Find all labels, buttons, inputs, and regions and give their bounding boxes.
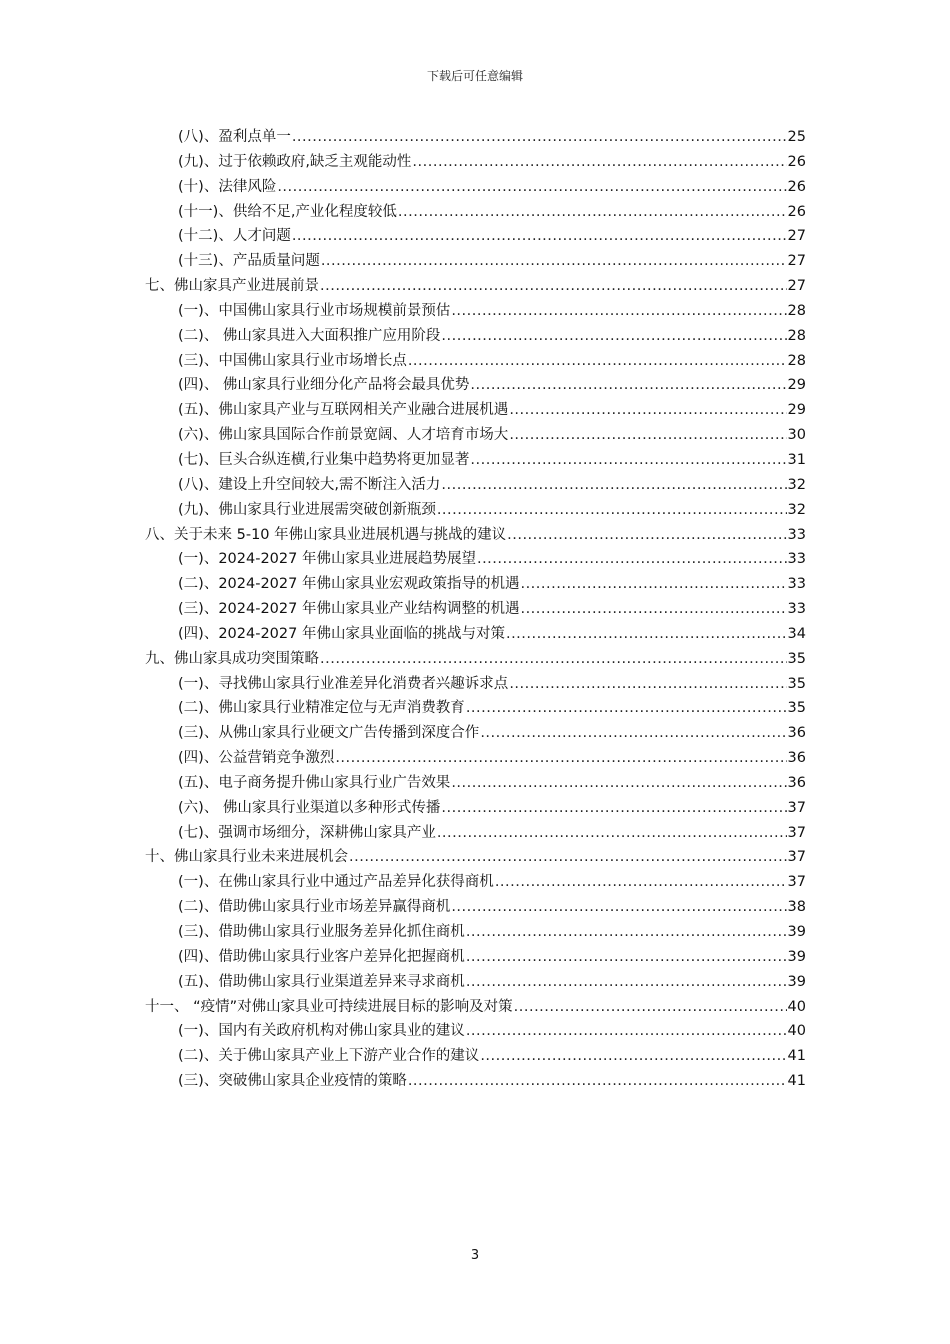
toc-entry-page: 27: [787, 253, 806, 270]
toc-chapter-entry[interactable]: [145, 845, 806, 870]
toc-section-entry[interactable]: [145, 572, 806, 597]
toc-dot-leader: [495, 870, 787, 895]
toc-entry-title: (十二)、人才问题: [178, 228, 291, 245]
toc-dot-leader: [292, 224, 787, 249]
toc-entry-page: 32: [787, 476, 806, 493]
page-number: 3: [470, 1248, 480, 1263]
toc-dot-leader: [466, 1019, 787, 1044]
toc-entry-page: 27: [787, 228, 806, 245]
toc-dot-leader: [320, 647, 787, 672]
toc-entry-title: (四)、借助佛山家具行业客户差异化把握商机: [178, 948, 465, 965]
toc-entry-page: 29: [787, 402, 806, 419]
toc-entry-title: (一)、国内有关政府机构对佛山家具业的建议: [178, 1023, 465, 1040]
toc-dot-leader: [451, 895, 786, 920]
toc-dot-leader: [470, 373, 786, 398]
toc-chapter-entry[interactable]: [145, 647, 806, 672]
toc-dot-leader: [437, 498, 787, 523]
toc-entry-title: (四)、2024-2027 年佛山家具业面临的挑战与对策: [178, 625, 505, 642]
toc-entry-page: 28: [787, 352, 806, 369]
toc-entry-page: 26: [787, 153, 806, 170]
toc-dot-leader: [509, 398, 786, 423]
toc-entry-title: (六)、 佛山家具行业渠道以多种形式传播: [178, 799, 441, 816]
toc-dot-leader: [441, 796, 786, 821]
toc-entry-title: (五)、借助佛山家具行业渠道差异来寻求商机: [178, 973, 465, 990]
toc-dot-leader: [477, 547, 787, 572]
toc-section-entry[interactable]: [145, 771, 806, 796]
toc-dot-leader: [451, 299, 786, 324]
toc-section-entry[interactable]: [145, 200, 806, 225]
toc-entry-title: 七、佛山家具产业进展前景: [145, 278, 319, 295]
toc-section-entry[interactable]: [145, 746, 806, 771]
toc-dot-leader: [412, 150, 786, 175]
toc-section-entry[interactable]: [145, 473, 806, 498]
toc-section-entry[interactable]: [145, 672, 806, 697]
toc-dot-leader: [398, 200, 787, 225]
toc-entry-title: (二)、关于佛山家具产业上下游产业合作的建议: [178, 1048, 480, 1065]
toc-entry-page: 35: [787, 700, 806, 717]
toc-entry-page: 39: [787, 973, 806, 990]
toc-entry-page: 36: [787, 750, 806, 767]
toc-entry-title: (三)、中国佛山家具行业市场增长点: [178, 352, 407, 369]
toc-dot-leader: [292, 125, 787, 150]
toc-chapter-entry[interactable]: [145, 995, 806, 1020]
toc-entry-page: 41: [787, 1048, 806, 1065]
toc-entry-page: 28: [787, 327, 806, 344]
toc-entry-page: 33: [787, 526, 806, 543]
toc-entry-title: (十)、法律风险: [178, 178, 277, 195]
toc-entry-title: (二)、借助佛山家具行业市场差异赢得商机: [178, 899, 451, 916]
toc-entry-title: (七)、巨头合纵连横,行业集中趋势将更加显著: [178, 451, 470, 468]
toc-entry-title: (七)、强调市场细分，深耕佛山家具产业: [178, 824, 436, 841]
toc-entry-page: 40: [787, 998, 806, 1015]
toc-entry-page: 37: [787, 824, 806, 841]
toc-entry-title: (三)、从佛山家具行业硬文广告传播到深度合作: [178, 725, 480, 742]
toc-entry-page: 33: [787, 576, 806, 593]
toc-entry-title: (十一)、供给不足,产业化程度较低: [178, 203, 397, 220]
toc-dot-leader: [349, 845, 787, 870]
toc-entry-title: (十三)、产品质量问题: [178, 253, 320, 270]
toc-dot-leader: [466, 696, 787, 721]
toc-section-entry[interactable]: [145, 895, 806, 920]
toc-entry-page: 39: [787, 948, 806, 965]
toc-entry-page: 35: [787, 650, 806, 667]
toc-entry-page: 37: [787, 799, 806, 816]
toc-dot-leader: [408, 349, 787, 374]
toc-dot-leader: [506, 622, 787, 647]
toc-entry-title: (三)、借助佛山家具行业服务差异化抓住商机: [178, 924, 465, 940]
toc-entry-page: 39: [787, 924, 806, 940]
toc-entry-title: 十、佛山家具行业未来进展机会: [145, 849, 348, 866]
toc-section-entry[interactable]: [145, 423, 806, 448]
page-header: 下载后可任意编辑: [426, 69, 523, 83]
toc-entry-page: 36: [787, 774, 806, 791]
toc-entry-page: 36: [787, 725, 806, 742]
toc-entry-title: (九)、过于依赖政府,缺乏主观能动性: [178, 153, 412, 170]
toc-entry-title: (一)、2024-2027 年佛山家具业进展趋势展望: [178, 551, 476, 568]
toc-dot-leader: [408, 1069, 787, 1094]
toc-entry-title: (一)、中国佛山家具行业市场规模前景预估: [178, 302, 451, 319]
toc-entry-page: 35: [787, 675, 806, 692]
toc-section-entry[interactable]: [145, 125, 806, 150]
toc-section-entry[interactable]: [145, 373, 806, 398]
toc-entry-title: 八、关于未来 5-10 年佛山家具业进展机遇与挑战的建议: [145, 526, 507, 543]
toc-entry-page: 37: [787, 874, 806, 891]
toc-section-entry[interactable]: [145, 1019, 806, 1044]
toc-section-entry[interactable]: [145, 821, 806, 846]
toc-section-entry[interactable]: [145, 498, 806, 523]
toc-chapter-entry[interactable]: [145, 523, 806, 548]
toc-dot-leader: [507, 523, 786, 548]
toc-entry-title: (二)、 佛山家具进入大面积推广应用阶段: [178, 327, 441, 344]
toc-section-entry[interactable]: [145, 448, 806, 473]
toc-entry-title: (二)、2024-2027 年佛山家具业宏观政策指导的机遇: [178, 576, 520, 593]
toc-dot-leader: [520, 572, 786, 597]
toc-section-entry[interactable]: [145, 324, 806, 349]
toc-section-entry[interactable]: [145, 1044, 806, 1069]
toc-entry-page: 32: [787, 501, 806, 518]
toc-entry-page: 26: [787, 203, 806, 220]
toc-entry-title: (三)、突破佛山家具企业疫情的策略: [178, 1073, 407, 1090]
table-of-contents: [145, 125, 806, 1094]
toc-dot-leader: [441, 473, 786, 498]
toc-dot-leader: [514, 995, 787, 1020]
toc-entry-page: 30: [787, 427, 806, 444]
toc-dot-leader: [277, 175, 786, 200]
toc-section-entry[interactable]: [145, 349, 806, 374]
toc-entry-title: (八)、盈利点单一: [178, 129, 291, 145]
toc-dot-leader: [480, 1044, 786, 1069]
toc-entry-title: (一)、在佛山家具行业中通过产品差异化获得商机: [178, 874, 494, 891]
toc-entry-page: 31: [787, 451, 806, 468]
toc-dot-leader: [466, 920, 787, 945]
toc-entry-title: 九、佛山家具成功突围策略: [145, 650, 319, 667]
toc-dot-leader: [520, 597, 786, 622]
toc-entry-title: (一)、寻找佛山家具行业准差异化消费者兴趣诉求点: [178, 675, 509, 692]
toc-entry-title: (六)、佛山家具国际合作前景宽阔、人才培育市场大: [178, 427, 509, 444]
toc-entry-page: 33: [787, 551, 806, 568]
toc-entry-title: (五)、佛山家具产业与互联网相关产业融合进展机遇: [178, 402, 509, 419]
toc-dot-leader: [509, 423, 786, 448]
toc-section-entry[interactable]: [145, 796, 806, 821]
toc-dot-leader: [335, 746, 786, 771]
toc-section-entry[interactable]: [145, 945, 806, 970]
toc-section-entry[interactable]: [145, 597, 806, 622]
toc-section-entry[interactable]: [145, 920, 806, 945]
toc-dot-leader: [470, 448, 786, 473]
toc-entry-page: 37: [787, 849, 806, 866]
toc-dot-leader: [451, 771, 786, 796]
toc-section-entry[interactable]: [145, 870, 806, 895]
toc-dot-leader: [320, 274, 787, 299]
toc-entry-title: (五)、电子商务提升佛山家具行业广告效果: [178, 774, 451, 791]
toc-entry-page: 38: [787, 899, 806, 916]
toc-section-entry[interactable]: [145, 622, 806, 647]
toc-dot-leader: [441, 324, 786, 349]
toc-section-entry[interactable]: [145, 299, 806, 324]
toc-entry-title: (三)、2024-2027 年佛山家具业产业结构调整的机遇: [178, 601, 520, 618]
toc-entry-title: (四)、公益营销竞争激烈: [178, 750, 335, 767]
toc-entry-title: 十一、 “疫情”对佛山家具业可持续进展目标的影响及对策: [145, 998, 513, 1015]
toc-section-entry[interactable]: [145, 1069, 806, 1094]
toc-section-entry[interactable]: [145, 150, 806, 175]
toc-dot-leader: [321, 249, 787, 274]
toc-section-entry[interactable]: [145, 224, 806, 249]
toc-dot-leader: [466, 945, 787, 970]
toc-section-entry[interactable]: [145, 547, 806, 572]
toc-entry-title: (九)、佛山家具行业进展需突破创新瓶颈: [178, 501, 436, 518]
toc-entry-title: (八)、建设上升空间较大,需不断注入活力: [178, 476, 441, 493]
toc-entry-title: (二)、佛山家具行业精准定位与无声消费教育: [178, 700, 465, 717]
toc-section-entry[interactable]: [145, 175, 806, 200]
toc-dot-leader: [509, 672, 786, 697]
toc-section-entry[interactable]: [145, 398, 806, 423]
toc-section-entry[interactable]: [145, 696, 806, 721]
toc-entry-page: 33: [787, 601, 806, 618]
toc-dot-leader: [437, 821, 787, 846]
toc-entry-page: 41: [787, 1073, 806, 1090]
toc-entry-page: 40: [787, 1023, 806, 1040]
toc-entry-page: 28: [787, 302, 806, 319]
toc-entry-page: 27: [787, 278, 806, 295]
toc-section-entry[interactable]: [145, 249, 806, 274]
toc-dot-leader: [480, 721, 786, 746]
toc-section-entry[interactable]: [145, 970, 806, 995]
toc-entry-page: 34: [787, 625, 806, 642]
toc-dot-leader: [466, 970, 787, 995]
toc-entry-page: 25: [787, 129, 806, 145]
toc-entry-title: (四)、 佛山家具行业细分化产品将会最具优势: [178, 377, 470, 394]
toc-chapter-entry[interactable]: [145, 274, 806, 299]
toc-entry-page: 26: [787, 178, 806, 195]
toc-entry-page: 29: [787, 377, 806, 394]
toc-section-entry[interactable]: [145, 721, 806, 746]
